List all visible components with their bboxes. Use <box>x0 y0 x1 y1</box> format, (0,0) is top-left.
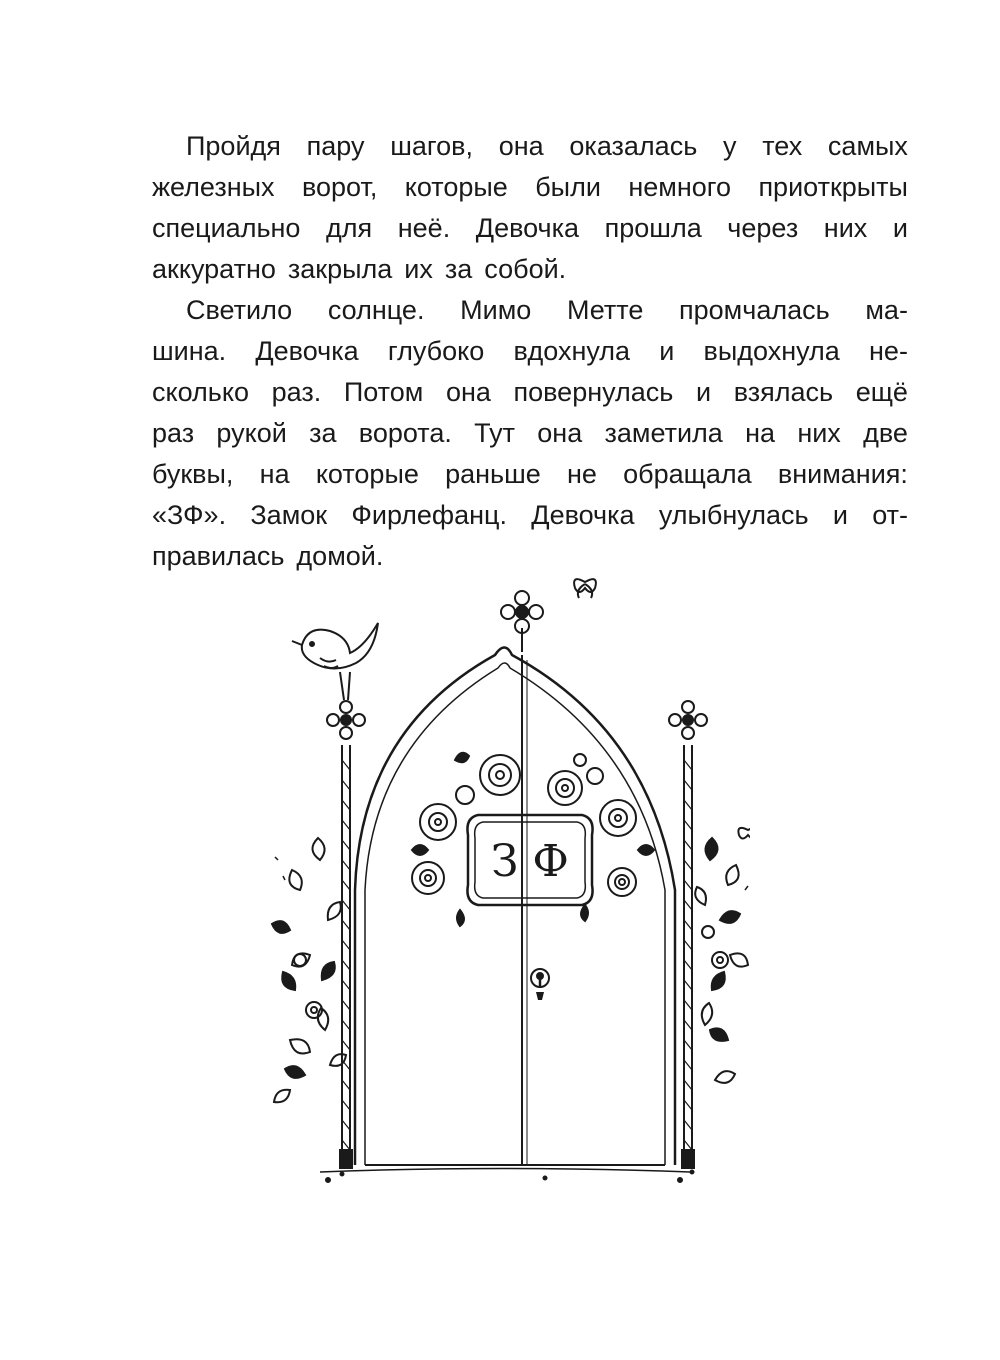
word: тех <box>762 131 803 161</box>
word: для <box>326 213 373 243</box>
word: домой. <box>296 541 384 571</box>
word: повернулась <box>513 377 674 407</box>
keyhole-icon <box>531 969 549 1000</box>
leaf-icon <box>272 838 346 1102</box>
flower-icon <box>501 591 543 652</box>
word: рукой <box>216 418 287 448</box>
word: она <box>537 418 583 448</box>
word: раньше <box>445 459 541 489</box>
word: были <box>535 172 601 202</box>
paragraph-2 <box>152 290 908 577</box>
word: Тут <box>474 418 515 448</box>
word: ещё <box>855 377 908 407</box>
word: неё. <box>397 213 451 243</box>
word: специально <box>152 213 301 243</box>
left-pole <box>340 745 352 1168</box>
word: и <box>659 336 675 366</box>
word: и <box>695 377 712 407</box>
word: и <box>892 213 908 243</box>
word: которые <box>315 459 419 489</box>
bird-icon <box>292 623 378 700</box>
text-line <box>152 249 908 290</box>
word: Светило <box>186 295 293 325</box>
word: «ЗФ». <box>152 500 227 530</box>
word: раз <box>152 418 195 448</box>
word: Фирлефанц. <box>351 500 507 530</box>
gate-illustration <box>250 560 750 1200</box>
word: собой. <box>484 254 567 284</box>
word: раз. <box>271 377 322 407</box>
word: Потом <box>343 377 424 407</box>
word: прошла <box>604 213 702 243</box>
word: ма- <box>865 295 908 325</box>
word: и <box>832 500 848 530</box>
word: шина. <box>152 336 227 366</box>
word: Мимо <box>460 295 532 325</box>
text-line <box>152 290 908 331</box>
word: промчалась <box>679 295 830 325</box>
word: ворот, <box>301 172 378 202</box>
word: на <box>745 418 776 448</box>
word: их <box>404 254 433 284</box>
word: ворота. <box>358 418 452 448</box>
leaf-icon <box>695 838 750 1083</box>
word: пару <box>306 131 365 161</box>
word: аккуратно <box>152 254 276 284</box>
right-pole <box>682 745 694 1168</box>
ground-line <box>320 1169 694 1183</box>
word: взялась <box>733 377 834 407</box>
text-line <box>152 413 908 454</box>
word: Девочка <box>475 213 580 243</box>
word: не- <box>869 336 908 366</box>
word: них <box>823 213 868 243</box>
word: вдохнула <box>513 336 631 366</box>
word: Девочка <box>255 336 359 366</box>
text-line <box>152 495 908 536</box>
word: она <box>498 131 544 161</box>
word: обращала <box>623 459 752 489</box>
word: самых <box>827 131 908 161</box>
word: за <box>444 254 473 284</box>
word: железных <box>152 172 275 202</box>
word: выдохнула <box>703 336 840 366</box>
butterfly-icon <box>574 579 596 598</box>
word: Замок <box>250 500 328 530</box>
word: не <box>567 459 597 489</box>
word: солнце. <box>327 295 425 325</box>
word: две <box>863 418 908 448</box>
word: глубоко <box>387 336 485 366</box>
word: Пройдя <box>186 131 281 161</box>
word: приоткрыты <box>758 172 908 202</box>
word: через <box>727 213 799 243</box>
paragraph-1 <box>152 126 908 290</box>
word: за <box>309 418 337 448</box>
word: Девочка <box>531 500 635 530</box>
word: сколько <box>152 377 249 407</box>
flower-icon <box>669 701 707 739</box>
word: Метте <box>566 295 644 325</box>
word: буквы, <box>152 459 234 489</box>
word: правилась <box>152 541 285 571</box>
word: улыбнулась <box>658 500 809 530</box>
gate-monogram: З Ф <box>491 836 569 887</box>
word: закрыла <box>287 254 393 284</box>
flower-icon <box>327 701 365 739</box>
text-line <box>152 126 908 167</box>
word: на <box>259 459 290 489</box>
butterfly-icon <box>738 828 750 839</box>
word: заметила <box>604 418 723 448</box>
text-line <box>152 454 908 495</box>
book-page-text <box>152 126 908 577</box>
text-line <box>152 208 908 249</box>
text-line <box>152 167 908 208</box>
word: которые <box>404 172 508 202</box>
text-line <box>152 331 908 372</box>
text-line <box>152 372 908 413</box>
word: немного <box>628 172 732 202</box>
word: оказалась <box>569 131 698 161</box>
word: она <box>445 377 491 407</box>
word: шагов, <box>390 131 473 161</box>
word: внимания: <box>777 459 908 489</box>
word: от- <box>872 500 908 530</box>
word: у <box>722 131 737 161</box>
word: них <box>797 418 841 448</box>
